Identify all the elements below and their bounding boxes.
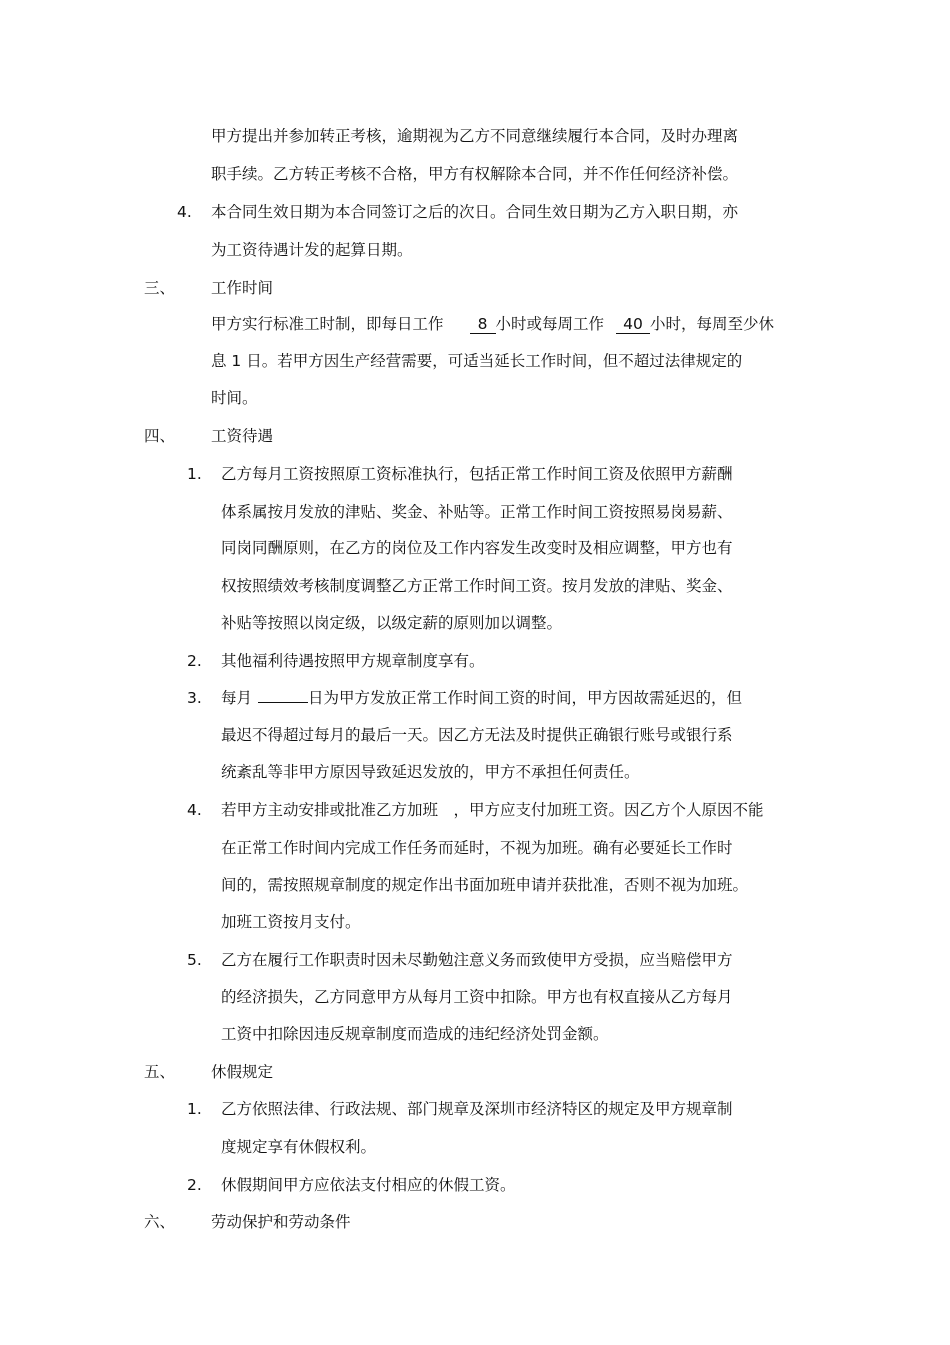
section-title: 工资待遇	[211, 427, 274, 445]
clause-text-line: 甲方提出并参加转正考核，逾期视为乙方不同意继续履行本合同，及时办理离	[211, 127, 739, 145]
section-title: 劳动保护和劳动条件	[211, 1213, 351, 1231]
item-number: 4.	[187, 801, 202, 819]
clause-text-line: 休假期间甲方应依法支付相应的休假工资。	[221, 1176, 516, 1194]
item-number: 4.	[177, 203, 192, 221]
section-title: 工作时间	[211, 279, 274, 297]
work-hours-line	[211, 314, 774, 334]
section-number: 六、	[144, 1213, 176, 1231]
clause-text-line: 其他福利待遇按照甲方规章制度享有。	[221, 652, 485, 670]
clause-text-line: 最迟不得超过每月的最后一天。因乙方无法及时提供正确银行账号或银行系	[221, 726, 733, 744]
clause-text-line: 在正常工作时间内完成工作任务而延时，不视为加班。确有必要延长工作时	[221, 839, 733, 857]
clause-text-line: 息 1 日。若甲方因生产经营需要，可适当延长工作时间，但不超过法律规定的	[211, 352, 743, 370]
clause-text: 小时，每周至少休	[650, 315, 775, 333]
clause-text-line: 度规定享有休假权利。	[221, 1138, 377, 1156]
item-number: 3.	[187, 689, 202, 707]
clause-text-line: 体系属按月发放的津贴、奖金、补贴等。正常工作时间工资按照易岗易薪、	[221, 503, 733, 521]
clause-text-line: 统紊乱等非甲方原因导致延迟发放的，甲方不承担任何责任。	[221, 763, 640, 781]
clause-text-line: 的经济损失，乙方同意甲方从每月工资中扣除。甲方也有权直接从乙方每月	[221, 988, 733, 1006]
item-number: 1.	[187, 1100, 202, 1118]
item-number: 2.	[187, 652, 202, 670]
clause-text-line: 乙方依照法律、行政法规、部门规章及深圳市经济特区的规定及甲方规章制	[221, 1100, 733, 1118]
item-number: 1.	[187, 465, 202, 483]
section-number: 四、	[144, 427, 176, 445]
clause-text-line: 补贴等按照以岗定级，以级定薪的原则加以调整。	[221, 614, 563, 632]
clause-text-line: 职手续。乙方转正考核不合格，甲方有权解除本合同，并不作任何经济补偿。	[211, 165, 739, 183]
clause-text: 甲方实行标准工时制，即每日工作	[211, 315, 444, 333]
clause-text: 小时或每周工作	[495, 315, 605, 333]
clause-text-line: 为工资待遇计发的起算日期。	[211, 241, 413, 259]
pay-day-line	[221, 688, 742, 708]
clause-text-line: 若甲方主动安排或批准乙方加班 ，甲方应支付加班工资。因乙方个人原因不能	[221, 801, 764, 819]
clause-text-line: 权按照绩效考核制度调整乙方正常工作时间工资。按月发放的津贴、奖金、	[221, 577, 733, 595]
item-number: 5.	[187, 951, 202, 969]
clause-text-line: 本合同生效日期为本合同签订之后的次日。合同生效日期为乙方入职日期，亦	[211, 203, 739, 221]
pay-day-field	[258, 702, 308, 703]
section-title: 休假规定	[211, 1063, 274, 1081]
clause-text-line: 间的，需按照规章制度的规定作出书面加班申请并获批准，否则不视为加班。	[221, 876, 749, 894]
section-number: 五、	[144, 1063, 176, 1081]
clause-text-line: 加班工资按月支付。	[221, 913, 361, 931]
clause-text-line: 工资中扣除因违反规章制度而造成的违纪经济处罚金额。	[221, 1025, 609, 1043]
clause-text-line: 同岗同酬原则，在乙方的岗位及工作内容发生改变时及相应调整，甲方也有	[221, 539, 733, 557]
clause-text-line: 乙方每月工资按照原工资标准执行，包括正常工作时间工资及依照甲方薪酬	[221, 465, 733, 483]
section-number: 三、	[144, 279, 176, 297]
clause-text: 每月	[221, 689, 253, 707]
clause-text: 日为甲方发放正常工作时间工资的时间，甲方因故需延迟的，但	[308, 689, 743, 707]
clause-text-line: 乙方在履行工作职责时因未尽勤勉注意义务而致使甲方受损，应当赔偿甲方	[221, 951, 733, 969]
hours-per-week-field: 40	[616, 315, 650, 334]
hours-per-day-field: 8	[470, 315, 496, 334]
item-number: 2.	[187, 1176, 202, 1194]
clause-text-line: 时间。	[211, 389, 258, 407]
